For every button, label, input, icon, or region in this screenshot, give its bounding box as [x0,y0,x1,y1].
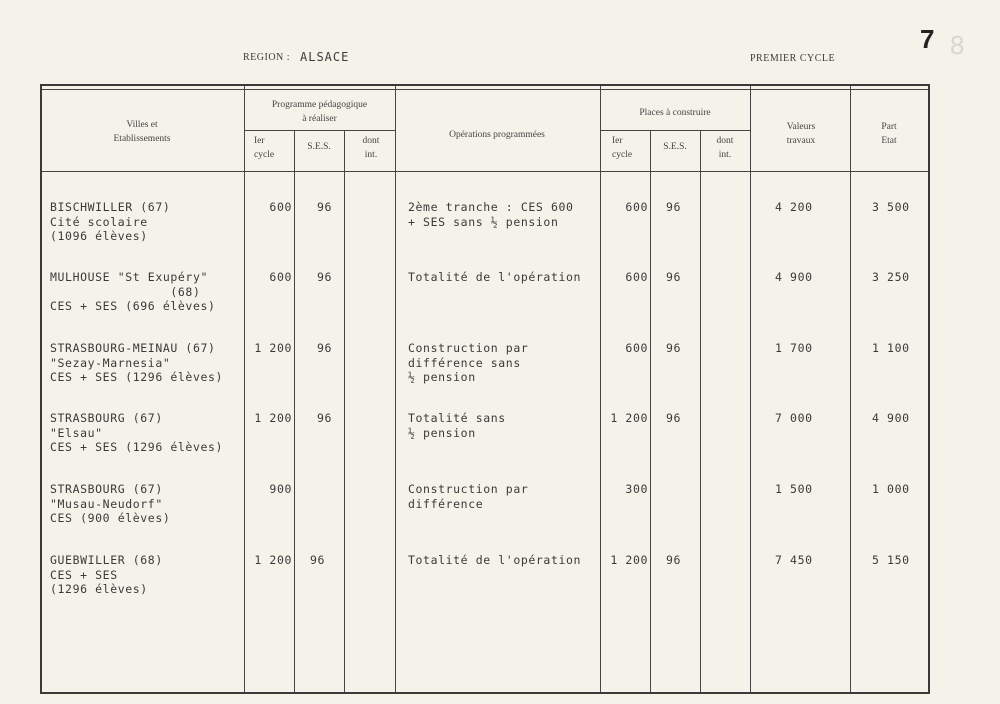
cell-prog-ier: 900 [269,482,292,496]
cell-pl-ier: 300 [625,482,648,496]
cell-pl-ses: 96 [666,270,682,284]
cell-pl-ses: 96 [666,411,682,425]
header-rule [42,89,928,90]
cell-part: 1 100 [872,341,910,355]
cell-valeur: 7 450 [775,553,813,567]
cell-operation: 2ème tranche : CES 600 + SES sans ½ pension [408,200,574,229]
cell-prog-ses: 96 [317,411,333,425]
cell-valeur: 7 000 [775,411,813,425]
header-pl-ses: S.E.S. [663,142,687,152]
header-valeurs: Valeurs travaux [786,122,816,146]
page-number: 7 [920,24,935,54]
cell-ville: GUEBWILLER (68) CES + SES (1296 élèves) [50,553,163,596]
cell-valeur: 1 700 [775,341,813,355]
col-divider [344,130,345,692]
cell-prog-ier: 600 [269,270,292,284]
table-frame [40,84,930,694]
col-divider [650,130,651,692]
cell-prog-ier: 1 200 [254,553,292,567]
cell-operation: Totalité de l'opération [408,270,582,284]
col-divider [700,130,701,692]
cell-pl-ier: 1 200 [610,411,648,425]
header-operations: Opérations programmées [449,130,545,140]
cell-ville: STRASBOURG (67) "Elsau" CES + SES (1296 élèves) [50,411,224,454]
cell-pl-ses: 96 [666,341,682,355]
cell-part: 3 250 [872,270,910,284]
cell-ville: STRASBOURG (67) "Musau-Neudorf" CES (900 élèves) [50,482,171,525]
cell-prog-ses: 96 [317,200,333,214]
cell-operation: Construction par différence [408,482,529,511]
cell-valeur: 1 500 [775,482,813,496]
header-bottom-rule [42,171,928,172]
ghost-page-number: 8 [950,30,965,60]
cell-operation: Totalité de l'opération [408,553,582,567]
cell-prog-ier: 1 200 [254,341,292,355]
col-divider [750,86,751,692]
header-pl-dont: dont int. [716,136,734,160]
cell-pl-ier: 600 [625,341,648,355]
cell-pl-ier: 600 [625,200,648,214]
cell-pl-ier: 600 [625,270,648,284]
header-programme: Programme pédagogique à réaliser [271,100,368,124]
col-divider [395,86,396,692]
region-label: REGION : [243,52,291,63]
header-pl-ier: Ier cycle [612,136,633,160]
cell-prog-ses: 96 [317,341,333,355]
col-divider [850,86,851,692]
col-divider [244,86,245,692]
cell-ville: BISCHWILLER (67) Cité scolaire (1096 élèves) [50,200,171,243]
header-part: Part Etat [881,122,897,146]
cell-prog-ses: 96 [310,553,326,567]
header-prog-dont: dont int. [362,136,380,160]
header-prog-ier: Ier cycle [254,136,275,160]
header-villes: Villes et Etablissements [113,120,171,144]
cell-prog-ier: 600 [269,200,292,214]
cell-part: 1 000 [872,482,910,496]
cell-part: 5 150 [872,553,910,567]
region-value: ALSACE [300,50,350,64]
cell-valeur: 4 900 [775,270,813,284]
cell-prog-ier: 1 200 [254,411,292,425]
cycle-label: PREMIER CYCLE [750,53,836,64]
cell-pl-ses: 96 [666,200,682,214]
cell-operation: Construction par différence sans ½ pension [408,341,529,384]
cell-part: 3 500 [872,200,910,214]
col-divider [294,130,295,692]
header-subrule [600,130,750,131]
cell-prog-ses: 96 [317,270,333,284]
cell-pl-ses: 96 [666,553,682,567]
cell-pl-ier: 1 200 [610,553,648,567]
header-places: Places à construire [639,108,711,118]
cell-valeur: 4 200 [775,200,813,214]
col-divider [600,86,601,692]
header-prog-ses: S.E.S. [307,142,331,152]
header-subrule [244,130,395,131]
cell-ville: MULHOUSE "St Exupéry" (68) CES + SES (696 élèves) [50,270,216,313]
cell-operation: Totalité sans ½ pension [408,411,506,440]
cell-ville: STRASBOURG-MEINAU (67) "Sezay-Marnesia" CES + SES (1296 élèves) [50,341,224,384]
cell-part: 4 900 [872,411,910,425]
